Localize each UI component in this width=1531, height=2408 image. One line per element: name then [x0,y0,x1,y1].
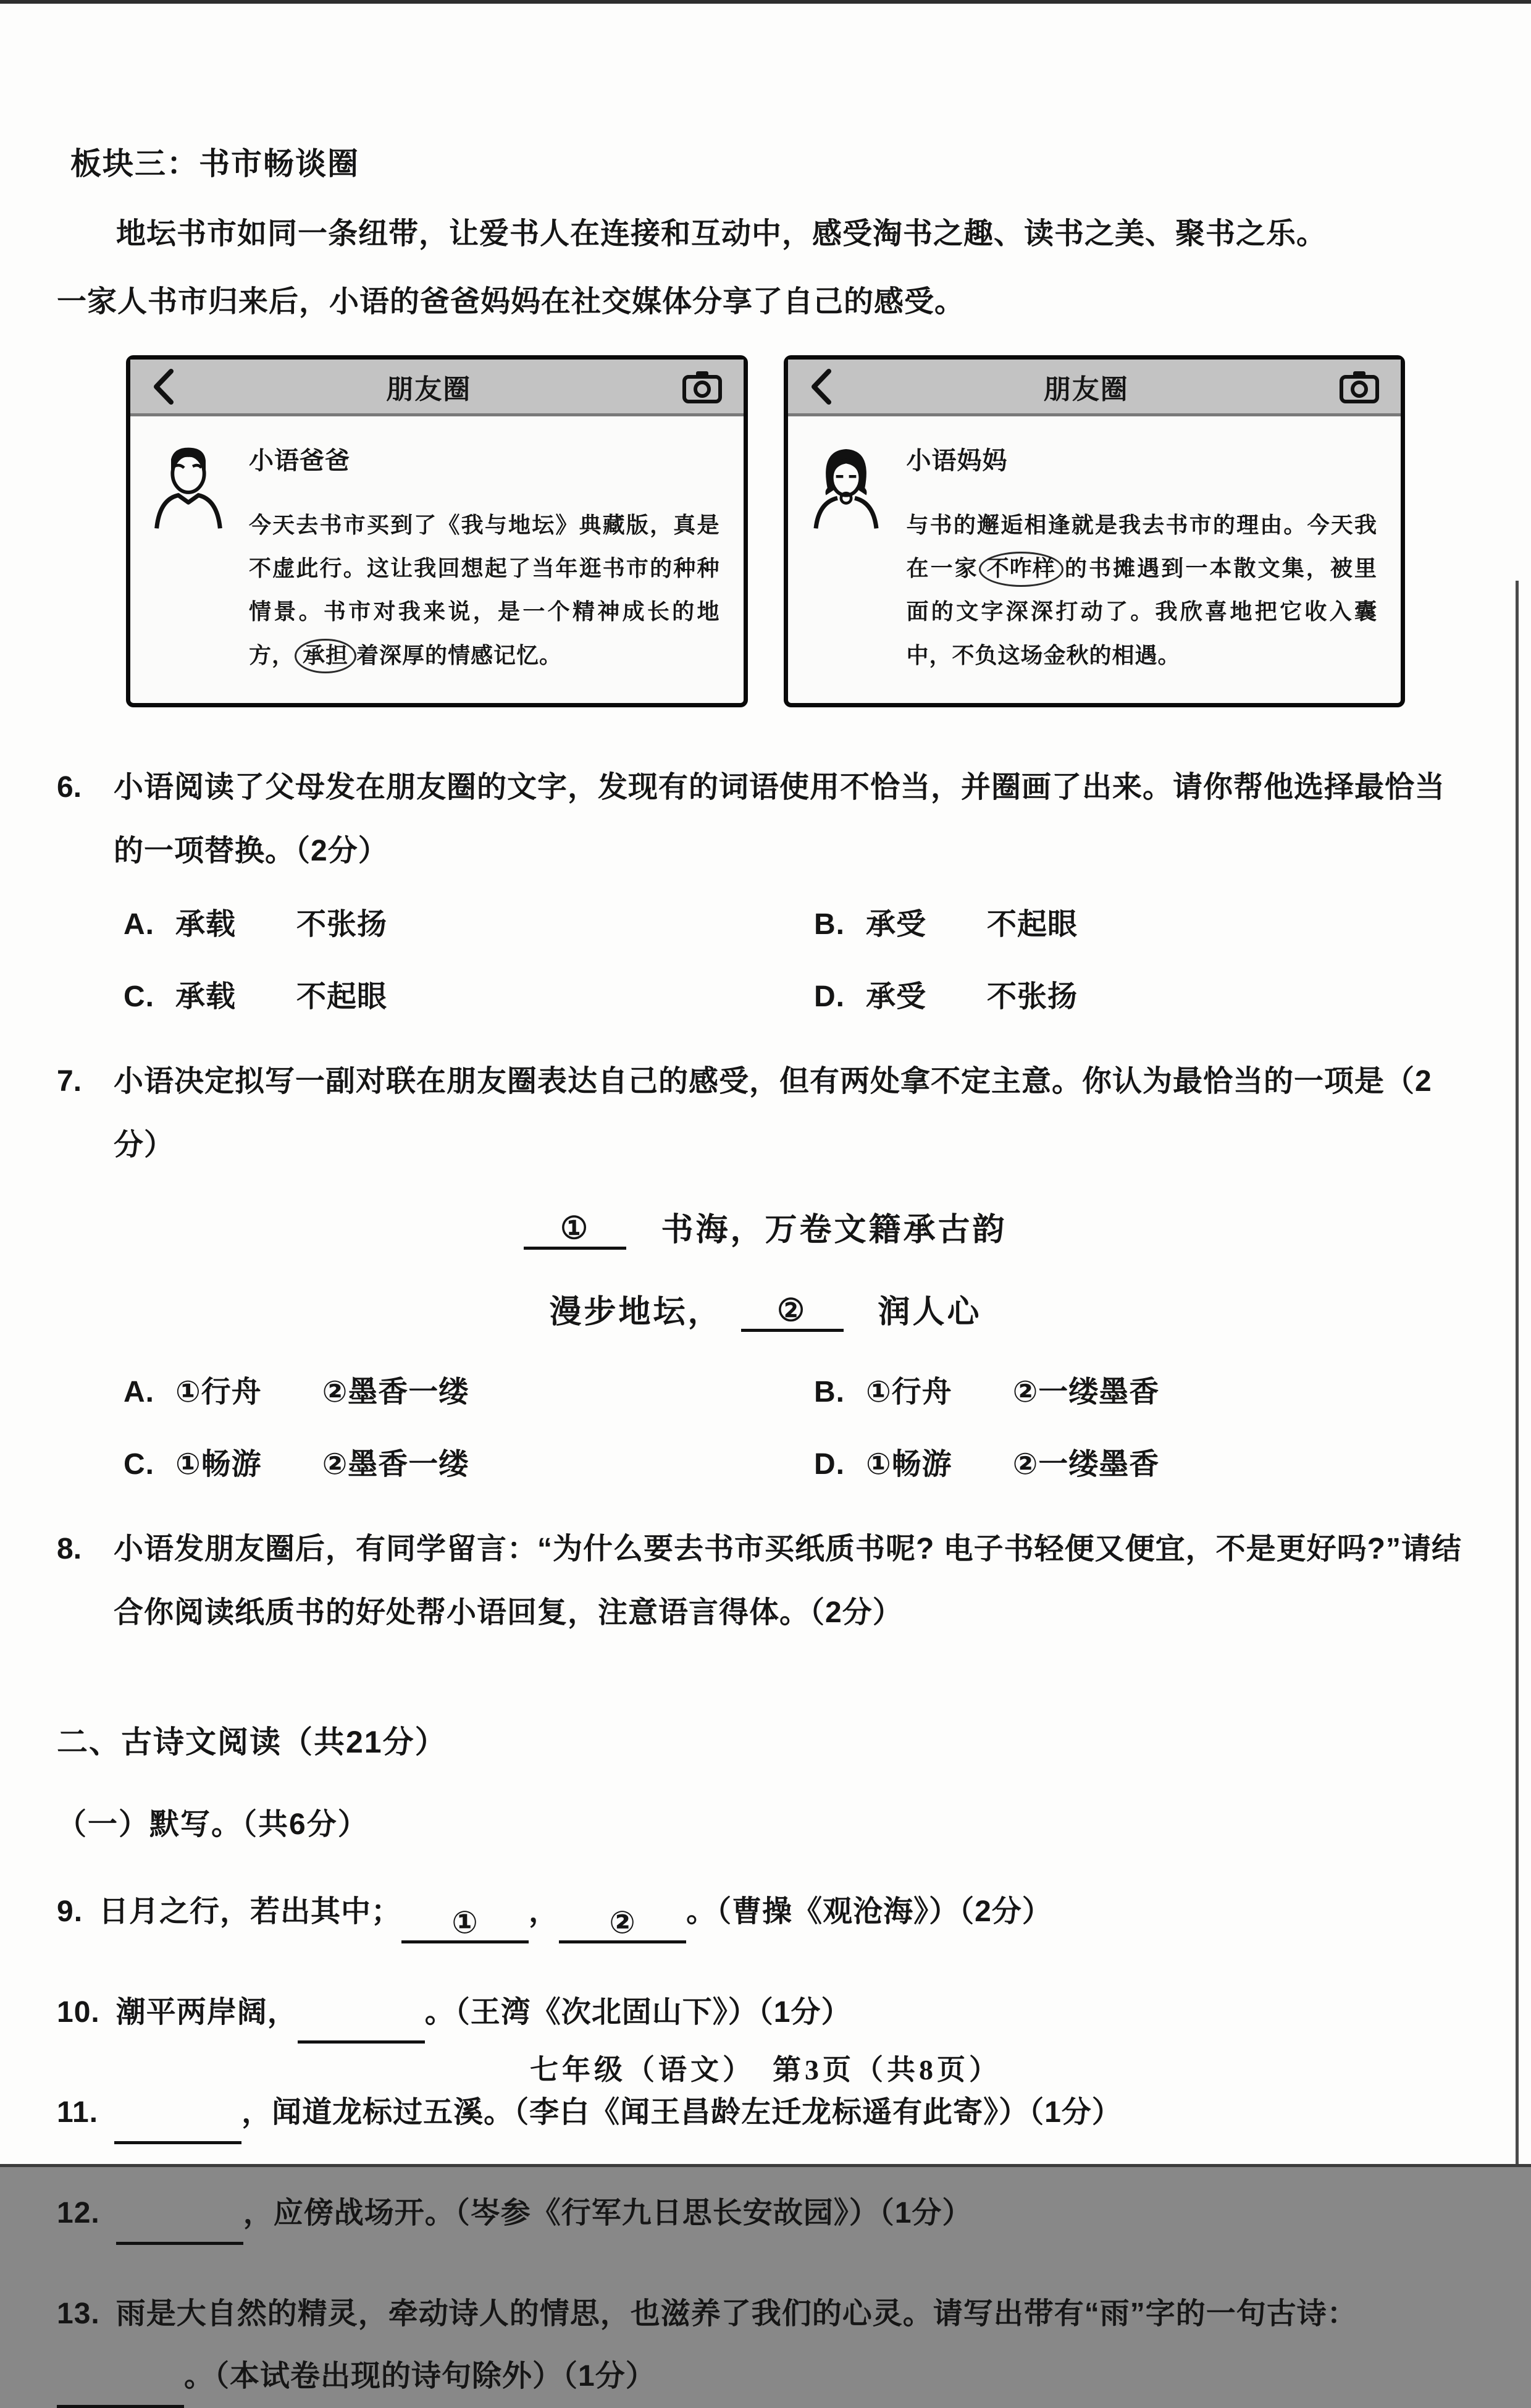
question-13-number: 13. [57,2297,100,2331]
question-8 [57,1517,1474,1644]
moments-title: 朋友圈 [1043,374,1129,405]
option-6c-label: C. [124,980,154,1014]
mother-post-text [907,503,1378,677]
father-post-text [249,503,720,677]
mother-circled-word: 不咋样 [979,552,1063,587]
option-6a [124,900,814,943]
option-6c [124,972,814,1015]
moments-title: 朋友圈 [386,374,472,405]
scan-artifact-top [0,0,1531,4]
option-7d-label: D. [814,1447,845,1481]
section-2-heading: 二、古诗文阅读（共21分） [57,1724,447,1759]
option-7a [124,1368,814,1410]
option-6a-label: A. [124,908,154,941]
option-7c [124,1440,814,1483]
father-name: 小语爸爸 [249,447,350,474]
question-9-pre: 日月之行，若出其中； [99,1895,402,1928]
moments-screenshots [126,355,1405,707]
moments-card-mother [784,355,1406,707]
question-11-post: ，闻道龙标过五溪。（李白《闻王昌龄左迁龙标遥有此寄》）（1分） [241,2096,1122,2129]
question-6-options [124,900,1474,1015]
option-7c-text: ①畅游 ②墨香一缕 [175,1447,469,1481]
scan-artifact-bottom [0,2164,1531,2167]
option-6d-label: D. [814,980,845,1014]
father-post-before: 今天去书市买到了《我与地坛》典藏版，真是不虚此行。这让我回想起了当年逛书市的种种情景。书市对我来说，是一个精神成长的地方， [249,512,720,668]
question-8-number: 8. [57,1532,82,1565]
mother-post-after: 的书摊遇到一本散文集，被里面的文字深深打动了。我欣喜地把它收入囊中，不负这场金秋的相遇。 [906,555,1377,668]
couplet-blank-2-number: ② [777,1293,807,1328]
option-6b-text: 承受 不起眼 [866,908,1078,941]
question-10-pre: 潮平两岸阔， [115,1995,298,2029]
option-6a-text: 承载 不张扬 [175,908,388,941]
option-7a-text: ①行舟 ②墨香一缕 [175,1375,469,1408]
question-7-number: 7. [57,1065,82,1098]
scan-artifact-right [1516,581,1519,2167]
module-heading: 板块三：书市畅谈圈 [70,146,359,181]
couplet [57,1203,1474,1332]
intro-paragraph-line2: 一家人书市归来后，小语的爸爸妈妈在社交媒体分享了自己的感受。 [57,285,965,318]
option-7d-text: ①畅游 ②一缕墨香 [866,1447,1160,1481]
option-7a-label: A. [124,1375,154,1408]
couplet-line-2-text: 润人心 [843,1294,982,1330]
question-6 [57,756,1474,883]
moments-header [788,360,1401,416]
couplet-line-2-pre: 漫步地坛， [549,1294,741,1330]
option-6b [814,900,1474,943]
option-6c-text: 承载 不起眼 [175,980,388,1014]
question-13 [57,2283,1474,2408]
question-13-post: 。（本试卷出现的诗句除外）（1分） [184,2359,656,2393]
question-11-blank [114,2141,241,2144]
father-post-column [232,441,720,677]
section-2-subheading: （一）默写。（共6分） [57,1808,369,1841]
back-icon [151,368,176,406]
question-8-text: 小语发朋友圈后，有同学留言：“为什么要去书市买纸质书呢? 电子书轻便又便宜，不是更好吗?”请结合你阅读纸质书的好处帮小语回复，注意语言得体。（2分） [114,1532,1462,1629]
question-12-post: ，应傍战场开。（岑参《行军九日思长安故园》）（1分） [243,2197,973,2230]
camera-icon [682,369,723,404]
option-6b-label: B. [814,908,845,941]
couplet-blank-2 [741,1293,844,1331]
question-12-number: 12. [57,2197,100,2230]
option-7b-label: B. [814,1375,845,1408]
couplet-line-1-text: 书海，万卷文籍承古韵 [626,1212,1007,1248]
page-footer: 七年级（语文） 第3页（共8页） [530,2054,1001,2086]
moments-header [130,360,744,416]
moments-post [130,416,744,703]
couplet-line-2 [57,1286,1474,1332]
question-11 [57,2082,1474,2144]
question-9-blank-2 [559,1906,686,1943]
question-9-post: 。（曹操《观沧海》）（2分） [686,1895,1052,1928]
question-9-blank-2-number: ② [609,1905,636,1940]
question-10-number: 10. [57,1995,100,2029]
question-10-post: 。（王湾《次北固山下》）（1分） [424,1995,852,2029]
question-10 [57,1982,1474,2044]
mother-avatar [809,441,889,677]
question-12 [57,2183,1474,2245]
option-6d-text: 承受 不张扬 [866,980,1078,1014]
mother-name: 小语妈妈 [906,447,1008,474]
option-7b [814,1368,1474,1410]
moments-card-father [126,355,748,707]
camera-icon [1339,369,1380,404]
question-13-pre: 雨是大自然的精灵，牵动诗人的情思，也滋养了我们的心灵。请写出带有“雨”字的一句古诗： [115,2297,1357,2331]
question-7-text: 小语决定拟写一副对联在朋友圈表达自己的感受，但有两处拿不定主意。你认为最恰当的一项是（2分） [114,1065,1432,1162]
father-avatar [151,441,232,677]
question-6-number: 6. [57,770,82,804]
father-post-after: 着深厚的情感记忆。 [356,642,563,668]
question-13-blank [57,2405,184,2408]
moments-post [788,416,1401,703]
option-7d [814,1440,1474,1483]
couplet-blank-1 [524,1211,626,1249]
couplet-blank-1-number: ① [560,1211,590,1246]
question-7-options [124,1368,1474,1483]
intro-paragraph-line1: 地坛书市如同一条纽带，让爱书人在连接和互动中，感受淘书之趣、读书之美、聚书之乐。 [116,217,1327,250]
question-9-blank-1-number: ① [451,1905,479,1940]
question-9 [57,1881,1474,1943]
option-7b-text: ①行舟 ②一缕墨香 [866,1375,1160,1408]
question-9-mid: ， [529,1895,560,1928]
question-9-blank-1 [401,1906,529,1943]
question-12-blank [116,2242,243,2245]
option-7c-label: C. [124,1447,154,1481]
father-circled-word: 承担 [295,639,356,674]
couplet-line-1 [57,1203,1474,1250]
back-icon [809,368,834,406]
question-10-blank [298,2040,425,2044]
question-9-number: 9. [57,1895,83,1928]
mother-post-before: 与书的邂逅相逢就是我去书市的理由。今天我在一家 [906,512,1377,581]
question-11-number: 11. [57,2096,99,2129]
mother-post-column [889,441,1378,677]
question-7 [57,1050,1474,1177]
option-6d [814,972,1474,1015]
question-6-text: 小语阅读了父母发在朋友圈的文字，发现有的词语使用不恰当，并圈画了出来。请你帮他选择最恰当的一项替换。（2分） [114,770,1446,867]
